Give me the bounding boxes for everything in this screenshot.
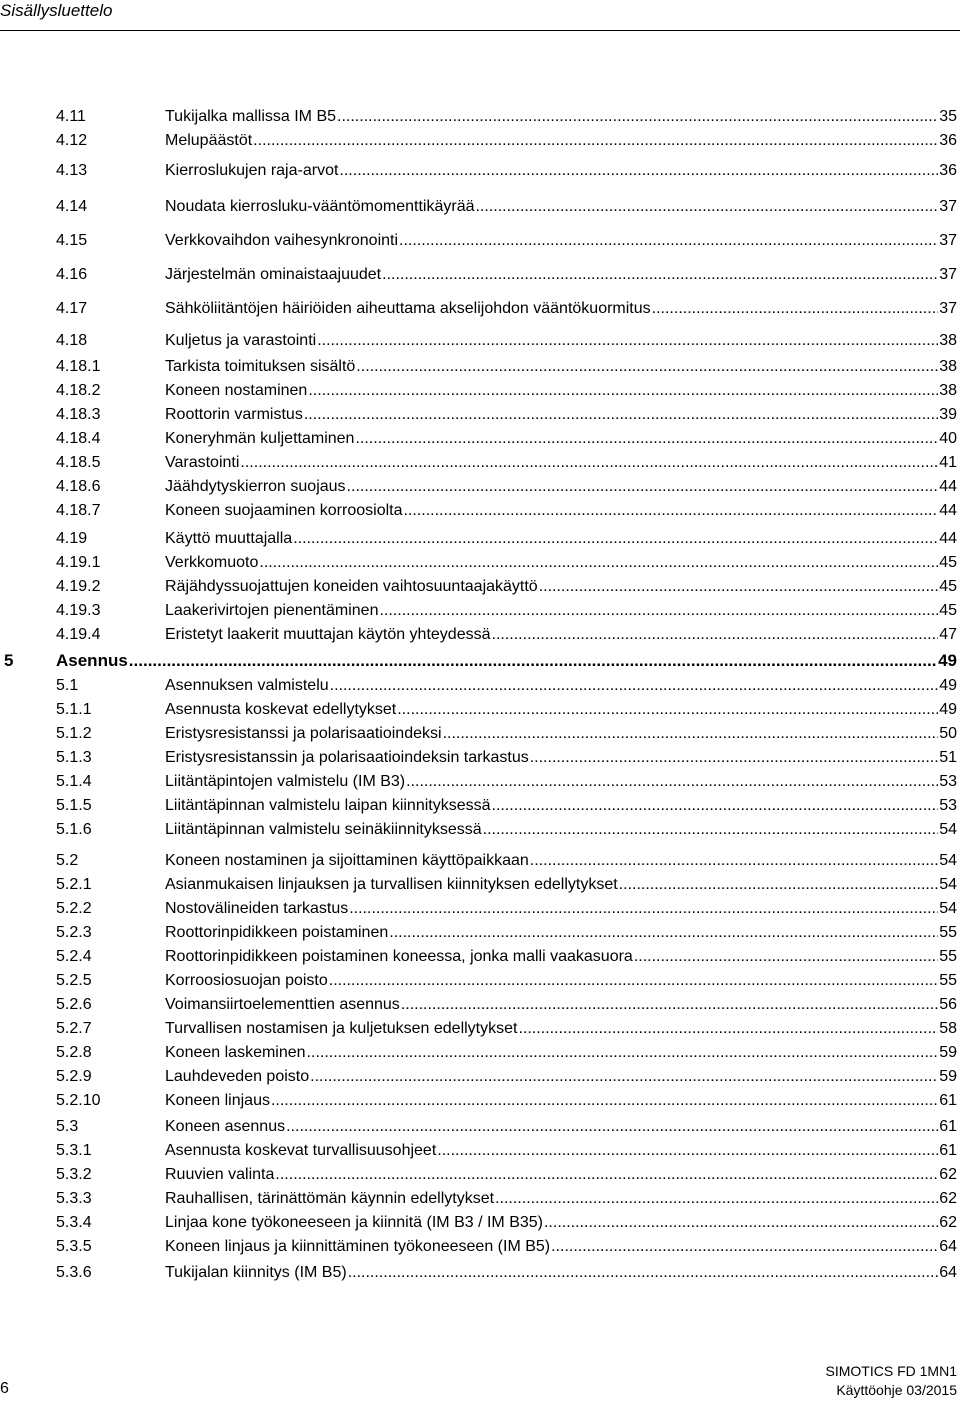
toc-entry-line — [165, 970, 957, 992]
toc-entry[interactable] — [0, 1164, 960, 1186]
toc-entry-page[interactable]: 44 — [939, 478, 957, 495]
toc-entry[interactable] — [0, 428, 960, 450]
toc-entry-line — [165, 1262, 957, 1284]
toc-entry-line — [165, 795, 957, 817]
toc-entry-page[interactable]: 37 — [939, 198, 957, 215]
toc-leader-dots — [339, 160, 938, 182]
toc-entry-line — [165, 600, 957, 622]
toc-entry-title[interactable]: Järjestelmän ominaistaajuudet — [165, 266, 382, 283]
toc-entry-line — [165, 528, 957, 550]
toc-entry[interactable] — [0, 898, 960, 920]
toc-entry-page[interactable]: 49 — [939, 677, 957, 694]
toc-entry-page[interactable]: 56 — [939, 996, 957, 1013]
toc-entry[interactable] — [0, 675, 960, 697]
toc-entry-number: 5 — [4, 651, 14, 670]
toc-leader-dots — [307, 1042, 939, 1064]
toc-entry-number: 5.2.3 — [56, 924, 92, 941]
toc-entry[interactable] — [0, 994, 960, 1016]
toc-entry-number: 5.2.4 — [56, 948, 92, 965]
toc-entry-page[interactable]: 38 — [939, 332, 957, 349]
toc-entry-line — [165, 476, 957, 498]
toc-entry-title[interactable]: Koneen asennus — [165, 1118, 286, 1135]
toc-entry-title[interactable]: Koneen nostaminen — [165, 382, 308, 399]
toc-entry-number: 4.19 — [56, 530, 88, 547]
toc-leader-dots — [495, 1188, 938, 1210]
toc-entry[interactable] — [0, 600, 960, 622]
toc-entry-line — [165, 898, 957, 920]
toc-leader-dots — [348, 1262, 939, 1284]
toc-entry-page[interactable]: 38 — [939, 358, 957, 375]
toc-entry-page[interactable]: 61 — [939, 1092, 957, 1109]
toc-entry-page[interactable]: 40 — [939, 430, 957, 447]
toc-entry-title[interactable]: Asennusta koskevat edellytykset — [165, 701, 397, 718]
toc-entry[interactable] — [0, 771, 960, 793]
toc-entry-title[interactable]: Koneen laskeminen — [165, 1044, 306, 1061]
toc-entry[interactable] — [0, 1140, 960, 1162]
toc-entry-number: 5.2.6 — [56, 996, 92, 1013]
toc-entry-page[interactable]: 54 — [939, 900, 957, 917]
toc-entry-page[interactable]: 62 — [939, 1190, 957, 1207]
toc-entry-page[interactable]: 37 — [939, 232, 957, 249]
toc-entry-title[interactable]: Ruuvien valinta — [165, 1166, 275, 1183]
toc-entry-number: 4.19.3 — [56, 602, 101, 619]
toc-entry[interactable] — [0, 230, 960, 252]
toc-entry-line — [165, 380, 957, 402]
toc-entry-number: 4.15 — [56, 232, 88, 249]
toc-entry[interactable] — [0, 380, 960, 402]
toc-entry-number: 5.3.5 — [56, 1238, 92, 1255]
toc-entry[interactable] — [0, 1042, 960, 1064]
toc-leader-dots — [399, 230, 938, 252]
toc-entry-number: 5.1 — [56, 677, 79, 694]
toc-entry-title[interactable]: Koneen suojaaminen korroosiolta — [165, 502, 403, 519]
toc-leader-dots — [406, 771, 938, 793]
toc-entry[interactable] — [0, 404, 960, 426]
page-header-title: Sisällysluettelo — [0, 1, 113, 20]
toc-entry[interactable] — [0, 452, 960, 474]
toc-entry[interactable] — [0, 576, 960, 598]
toc-leader-dots — [379, 600, 938, 622]
toc-entry-number: 4.18.5 — [56, 454, 101, 471]
toc-entry-page[interactable]: 39 — [939, 406, 957, 423]
toc-entry-page[interactable]: 44 — [939, 530, 957, 547]
toc-entry-title[interactable]: Tarkista toimituksen sisältö — [165, 358, 356, 375]
toc-entry-title[interactable]: Liitäntäpinnan valmistelu seinäkiinnityksessä — [165, 821, 482, 838]
toc-entry[interactable] — [0, 819, 960, 841]
toc-entry-title[interactable]: Koneen linjaus — [165, 1092, 270, 1109]
toc-entry-line — [165, 500, 957, 522]
toc-entry-line — [165, 330, 957, 352]
toc-entry-page[interactable]: 36 — [939, 132, 957, 149]
toc-entry[interactable] — [0, 1090, 960, 1112]
toc-leader-dots — [347, 476, 939, 498]
toc-entry-page[interactable]: 49 — [939, 701, 957, 718]
toc-leader-dots — [253, 130, 938, 152]
toc-entry-title[interactable]: Tukijalka mallissa IM B5 — [165, 108, 337, 125]
toc-entry-line — [165, 298, 957, 320]
toc-entry-number: 4.18.3 — [56, 406, 101, 423]
toc-entry-title[interactable]: Asennuksen valmistelu — [165, 677, 329, 694]
toc-entry[interactable] — [0, 1018, 960, 1040]
toc-leader-dots — [539, 576, 939, 598]
toc-entry-title[interactable]: Asennusta koskevat turvallisuusohjeet — [165, 1142, 437, 1159]
toc-entry-page[interactable]: 61 — [939, 1118, 957, 1135]
toc-leader-dots — [437, 1140, 938, 1162]
toc-entry-line — [165, 771, 957, 793]
toc-entry-page[interactable]: 61 — [939, 1142, 957, 1159]
toc-entry-page[interactable]: 41 — [939, 454, 957, 471]
toc-leader-dots — [355, 428, 938, 450]
toc-entry-line — [165, 230, 957, 252]
toc-entry-number: 5.2.8 — [56, 1044, 92, 1061]
page-number: 6 — [0, 1380, 9, 1397]
toc-entry-page[interactable]: 53 — [939, 797, 957, 814]
toc-entry-page[interactable]: 62 — [939, 1214, 957, 1231]
toc-entry-line — [165, 1018, 957, 1040]
toc-entry-page[interactable]: 50 — [939, 725, 957, 742]
toc-entry-line — [165, 850, 957, 872]
toc-entry-line — [165, 819, 957, 841]
toc-entry-page[interactable]: 64 — [939, 1264, 957, 1281]
toc-entry[interactable] — [0, 795, 960, 817]
toc-entry-number: 4.14 — [56, 198, 88, 215]
toc-entry-number: 4.18.6 — [56, 478, 101, 495]
toc-entry-title[interactable]: Kuljetus ja varastointi — [165, 332, 317, 349]
toc-leader-dots — [634, 946, 938, 968]
toc-leader-dots — [530, 850, 938, 872]
toc-entry-title[interactable]: Koneen linjaus ja kiinnittäminen työkoneeseen (IM B5) — [165, 1238, 551, 1255]
toc-entry-number: 4.13 — [56, 162, 88, 179]
toc-leader-dots — [275, 1164, 938, 1186]
toc-entry-title[interactable]: Eristetyt laakerit muuttajan käytön yhteydessä — [165, 626, 491, 643]
toc-entry-title[interactable]: Asennus — [56, 651, 128, 670]
toc-entry-number: 4.18.1 — [56, 358, 101, 375]
toc-entry[interactable] — [0, 196, 960, 218]
toc-entry-title[interactable]: Verkkovaihdon vaihesynkronointi — [165, 232, 399, 249]
toc-entry-line — [165, 1116, 957, 1138]
toc-entry-number: 5.1.6 — [56, 821, 92, 838]
toc-entry[interactable] — [0, 356, 960, 378]
toc-entry-line — [165, 576, 957, 598]
toc-leader-dots — [551, 1236, 938, 1258]
toc-entry-line — [165, 624, 957, 646]
toc-leader-dots — [382, 264, 938, 286]
toc-entry-page[interactable]: 55 — [939, 948, 957, 965]
toc-entry-page[interactable]: 54 — [939, 876, 957, 893]
toc-entry-title[interactable]: Verkkomuoto — [165, 554, 259, 571]
toc-entry[interactable] — [0, 850, 960, 872]
toc-entry-page[interactable]: 35 — [939, 108, 957, 125]
toc-leader-dots — [129, 650, 937, 672]
toc-leader-dots — [286, 1116, 938, 1138]
toc-entry-page[interactable]: 47 — [939, 626, 957, 643]
toc-entry-number: 5.1.3 — [56, 749, 92, 766]
toc-entry-title[interactable]: Voimansiirtoelementtien asennus — [165, 996, 400, 1013]
toc-entry[interactable] — [0, 160, 960, 182]
toc-entry-page[interactable]: 64 — [939, 1238, 957, 1255]
toc-entry-line — [165, 1164, 957, 1186]
toc-leader-dots — [304, 404, 938, 426]
toc-entry-title[interactable]: Roottorinpidikkeen poistaminen koneessa, jonka malli vaakasuora — [165, 948, 633, 965]
toc-entry-title[interactable]: Räjähdyssuojattujen koneiden vaihtosuuntaajakäyttö — [165, 578, 538, 595]
toc-entry-number: 4.16 — [56, 266, 88, 283]
toc-entry-number: 4.19.4 — [56, 626, 101, 643]
toc-entry-line — [165, 106, 957, 128]
toc-leader-dots — [310, 1066, 938, 1088]
toc-leader-dots — [337, 106, 938, 128]
toc-entry-line — [165, 356, 957, 378]
toc-entry[interactable] — [0, 130, 960, 152]
toc-entry[interactable] — [0, 330, 960, 352]
toc-entry-title[interactable]: Asianmukaisen linjauksen ja turvallisen kiinnityksen edellytykset — [165, 876, 618, 893]
toc-entry-line — [165, 1090, 957, 1112]
toc-entry-number: 5.2.9 — [56, 1068, 92, 1085]
toc-entry-number: 5.1.1 — [56, 701, 92, 718]
toc-entry-number: 5.3.2 — [56, 1166, 92, 1183]
toc-leader-dots — [403, 500, 938, 522]
toc-entry-line — [165, 160, 957, 182]
toc-entry-number: 5.2.1 — [56, 876, 92, 893]
toc-entry-number: 5.3.6 — [56, 1264, 92, 1281]
toc-entry[interactable] — [0, 699, 960, 721]
toc-entry-page[interactable]: 54 — [939, 852, 957, 869]
toc-leader-dots — [443, 723, 939, 745]
toc-entry-title[interactable]: Jäähdytyskierron suojaus — [165, 478, 346, 495]
toc-leader-dots — [317, 330, 938, 352]
toc-entry-page[interactable]: 58 — [939, 1020, 957, 1037]
toc-entry-number: 5.3.1 — [56, 1142, 92, 1159]
toc-entry-title[interactable]: Varastointi — [165, 454, 240, 471]
toc-entry[interactable] — [0, 1236, 960, 1258]
toc-leader-dots — [492, 624, 939, 646]
toc-leader-dots — [349, 898, 938, 920]
toc-entry-title[interactable]: Käyttö muuttajalla — [165, 530, 293, 547]
toc-entry-line — [165, 1236, 957, 1258]
toc-entry-page[interactable]: 49 — [938, 651, 957, 670]
toc-entry-line — [165, 196, 957, 218]
toc-entry-title[interactable]: Koneryhmän kuljettaminen — [165, 430, 355, 447]
toc-entry-line — [165, 1140, 957, 1162]
toc-entry-line — [165, 1212, 957, 1234]
toc-entry-line — [165, 874, 957, 896]
toc-entry-line — [165, 552, 957, 574]
toc-entry-page[interactable]: 45 — [939, 602, 957, 619]
toc-entry[interactable] — [0, 1188, 960, 1210]
toc-entry-number: 5.2.5 — [56, 972, 92, 989]
toc-chapter-entry[interactable] — [0, 650, 960, 672]
toc-entry[interactable] — [0, 500, 960, 522]
toc-entry-number: 5.1.4 — [56, 773, 92, 790]
toc-leader-dots — [518, 1018, 938, 1040]
toc-entry-number: 5.1.2 — [56, 725, 92, 742]
toc-entry-number: 4.11 — [56, 108, 86, 125]
toc-entry[interactable] — [0, 874, 960, 896]
toc-leader-dots — [293, 528, 938, 550]
toc-entry[interactable] — [0, 1212, 960, 1234]
toc-entry-number: 4.18.4 — [56, 430, 101, 447]
toc-leader-dots — [259, 552, 938, 574]
toc-leader-dots — [329, 970, 938, 992]
toc-entry-line — [165, 1188, 957, 1210]
toc-entry-line — [165, 1042, 957, 1064]
toc-entry-number: 4.18.7 — [56, 502, 101, 519]
toc-entry-title[interactable]: Lauhdeveden poisto — [165, 1068, 310, 1085]
toc-entry-title[interactable]: Melupäästöt — [165, 132, 253, 149]
toc-entry-number: 5.2.2 — [56, 900, 92, 917]
toc-entry-line — [165, 946, 957, 968]
toc-leader-dots — [619, 874, 939, 896]
toc-entry-title[interactable]: Rauhallisen, tärinättömän käynnin edellytykset — [165, 1190, 495, 1207]
toc-entry-title[interactable]: Laakerivirtojen pienentäminen — [165, 602, 379, 619]
toc-entry-title[interactable]: Liitäntäpinnan valmistelu laipan kiinnityksessä — [165, 797, 491, 814]
toc-entry-line — [165, 675, 957, 697]
toc-entry-line — [165, 723, 957, 745]
toc-leader-dots — [492, 795, 939, 817]
toc-entry-title[interactable]: Tukijalan kiinnitys (IM B5) — [165, 1264, 347, 1281]
toc-entry-line — [165, 922, 957, 944]
toc-entry-title[interactable]: Roottorin varmistus — [165, 406, 303, 423]
toc-entry-page[interactable]: 36 — [939, 162, 957, 179]
toc-entry[interactable] — [0, 552, 960, 574]
toc-entry-line — [165, 130, 957, 152]
toc-entry-line — [165, 428, 957, 450]
footer-manual: Käyttöohje 03/2015 — [836, 1382, 957, 1398]
toc-entry-line — [165, 747, 957, 769]
toc-entry-line — [56, 650, 957, 672]
toc-entry-title[interactable]: Noudata kierrosluku-vääntömomenttikäyrää — [165, 198, 475, 215]
toc-entry-title[interactable]: Nostovälineiden tarkastus — [165, 900, 349, 917]
footer-product: SIMOTICS FD 1MN1 — [825, 1363, 957, 1379]
toc-entry-title[interactable]: Eristysresistanssi ja polarisaatioindeksi — [165, 725, 442, 742]
toc-entry-title[interactable]: Kierroslukujen raja-arvot — [165, 162, 339, 179]
toc-leader-dots — [475, 196, 938, 218]
toc-entry-title[interactable]: Roottorinpidikkeen poistaminen — [165, 924, 389, 941]
toc-leader-dots — [530, 747, 938, 769]
toc-entry-page[interactable]: 38 — [939, 382, 957, 399]
toc-entry[interactable] — [0, 1116, 960, 1138]
toc-leader-dots — [330, 675, 939, 697]
toc-entry-number: 5.2 — [56, 852, 79, 869]
toc-entry-page[interactable]: 55 — [939, 924, 957, 941]
toc-entry-title[interactable]: Sähköliitäntöjen häiriöiden aiheuttama akselijohdon vääntökuormitus — [165, 300, 651, 317]
toc-entry-number: 5.3.3 — [56, 1190, 92, 1207]
toc-leader-dots — [308, 380, 938, 402]
toc-entry-page[interactable]: 37 — [939, 300, 957, 317]
toc-entry-line — [165, 994, 957, 1016]
toc-entry[interactable] — [0, 970, 960, 992]
toc-entry-page[interactable]: 53 — [939, 773, 957, 790]
toc-entry-number: 4.18.2 — [56, 382, 101, 399]
toc-entry-page[interactable]: 59 — [939, 1044, 957, 1061]
toc-entry-number: 4.19.1 — [56, 554, 101, 571]
toc-entry[interactable] — [0, 528, 960, 550]
toc-entry-page[interactable]: 51 — [939, 749, 957, 766]
toc-entry-page[interactable]: 45 — [939, 578, 957, 595]
toc-entry[interactable] — [0, 1066, 960, 1088]
toc-entry-number: 4.17 — [56, 300, 88, 317]
toc-entry[interactable] — [0, 747, 960, 769]
toc-entry-number: 5.3.4 — [56, 1214, 92, 1231]
toc-entry-page[interactable]: 37 — [939, 266, 957, 283]
toc-entry[interactable] — [0, 624, 960, 646]
toc-entry[interactable] — [0, 946, 960, 968]
toc-entry-line — [165, 1066, 957, 1088]
toc-entry-title[interactable]: Turvallisen nostamisen ja kuljetuksen edellytykset — [165, 1020, 518, 1037]
toc-entry[interactable] — [0, 922, 960, 944]
toc-leader-dots — [544, 1212, 938, 1234]
toc-entry[interactable] — [0, 298, 960, 320]
toc-leader-dots — [271, 1090, 938, 1112]
toc-entry-number: 4.18 — [56, 332, 88, 349]
toc-entry-number: 5.1.5 — [56, 797, 92, 814]
toc-leader-dots — [652, 298, 939, 320]
toc-entry-title[interactable]: Koneen nostaminen ja sijoittaminen käyttöpaikkaan — [165, 852, 529, 869]
toc-leader-dots — [401, 994, 938, 1016]
toc-entry-number: 5.2.10 — [56, 1092, 101, 1109]
toc-entry-page[interactable]: 44 — [939, 502, 957, 519]
toc-leader-dots — [483, 819, 939, 841]
footer-doc-info — [826, 1362, 957, 1400]
toc-entry-number: 4.12 — [56, 132, 88, 149]
toc-entry-page[interactable]: 55 — [939, 972, 957, 989]
toc-entry-number: 5.2.7 — [56, 1020, 92, 1037]
toc-entry[interactable] — [0, 264, 960, 286]
toc-entry-title[interactable]: Liitäntäpintojen valmistelu (IM B3) — [165, 773, 406, 790]
toc-entry-number: 4.19.2 — [56, 578, 101, 595]
toc-entry-title[interactable]: Linjaa kone työkoneeseen ja kiinnitä (IM B3 / IM B35) — [165, 1214, 543, 1231]
toc-entry-page[interactable]: 62 — [939, 1166, 957, 1183]
toc-entry-page[interactable]: 45 — [939, 554, 957, 571]
toc-entry-page[interactable]: 59 — [939, 1068, 957, 1085]
toc-leader-dots — [397, 699, 938, 721]
toc-entry-line — [165, 699, 957, 721]
toc-leader-dots — [389, 922, 938, 944]
toc-entry-title[interactable]: Eristysresistanssin ja polarisaatioindeksin tarkastus — [165, 749, 529, 766]
toc-entry[interactable] — [0, 1262, 960, 1284]
toc-entry-line — [165, 452, 957, 474]
toc-entry-title[interactable]: Korroosiosuojan poisto — [165, 972, 328, 989]
toc-entry[interactable] — [0, 723, 960, 745]
toc-entry[interactable] — [0, 106, 960, 128]
toc-leader-dots — [356, 356, 938, 378]
toc-leader-dots — [240, 452, 938, 474]
toc-entry[interactable] — [0, 476, 960, 498]
toc-entry-number: 5.3 — [56, 1118, 79, 1135]
toc-entry-line — [165, 404, 957, 426]
toc-entry-page[interactable]: 54 — [939, 821, 957, 838]
toc-entry-line — [165, 264, 957, 286]
